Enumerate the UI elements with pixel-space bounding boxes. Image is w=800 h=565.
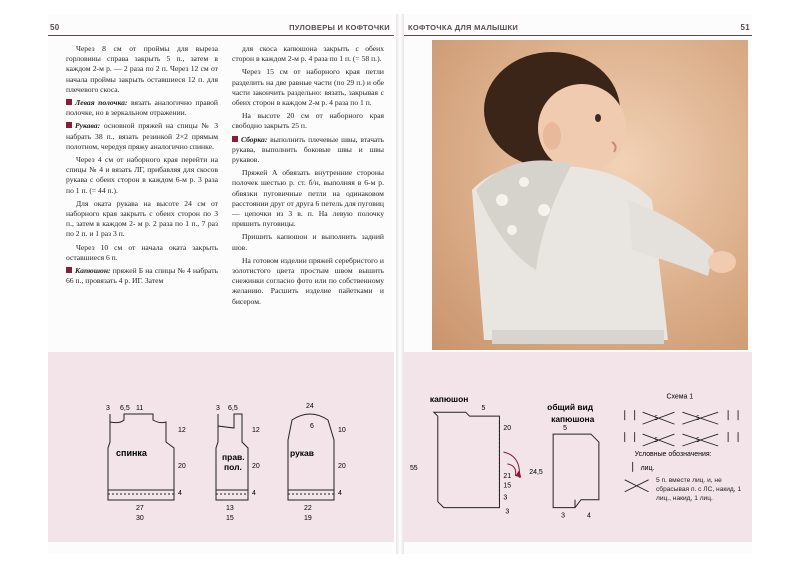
scheme-number-4: 5 <box>696 438 700 445</box>
paragraph <box>66 44 218 95</box>
section-marker-icon <box>232 136 238 142</box>
paragraph-text: основной пряжей на спицы № 3 набрать 38 п., вязать резинкой 2×2 прямым полотном, чередуя пряжу аналогично спинке. <box>66 121 218 151</box>
scheme-number-2: 5 <box>696 416 700 423</box>
paragraph <box>66 199 218 240</box>
hood-view-dim-3: 3 <box>561 512 565 520</box>
back-dim-side-3: 4 <box>178 490 182 497</box>
right-pattern-svg <box>404 352 750 542</box>
paragraph-text: Пряжей А обвязать внутренние стороны полочек шестью р. ст. б/н, выполняя в 6-м р. обвязки пуговичные петли на одинаковом расстоянии друг от друга 6 петель для пуговиц — цепочки из 3 в. п. На левую полочку пришить пуговицы. <box>232 168 384 229</box>
legend-item-1-text: лиц. <box>640 464 655 472</box>
front-dim-side-3: 4 <box>252 490 256 497</box>
text-column-2 <box>232 44 384 310</box>
paragraph <box>66 266 218 286</box>
section-marker-icon <box>66 99 72 105</box>
front-label-line2: пол. <box>224 462 242 472</box>
paragraph <box>232 168 384 229</box>
paragraph <box>66 155 218 196</box>
paragraph-text: Через 8 см от проймы для выреза горловины справа закрыть 5 п., затем в каждом 2-м р. — 2 раза по 2 п. Через 12 см от начала проймы закрыть оставшиеся 12 п. для плечевого скоса. <box>66 44 218 94</box>
legend-cross-symbol <box>625 480 649 492</box>
pattern-diagrams-right <box>404 352 752 542</box>
paragraph-text: Через 10 см от начала оката закрыть оставшиеся 6 п. <box>66 242 218 262</box>
back-dim-bottom-1: 27 <box>136 505 144 512</box>
hood-dim-side-2: 20 <box>503 425 512 433</box>
sleeve-label: рукав <box>290 448 315 458</box>
hood-dim-bottom-1: 3 <box>505 508 510 516</box>
sleeve-dim-bottom-2: 19 <box>304 515 312 522</box>
sleeve-dim-bottom-1: 22 <box>304 505 312 512</box>
page-number-left: 50 <box>50 23 60 32</box>
right-page-header <box>404 14 752 36</box>
hood-dim-side-1: 55 <box>409 464 418 472</box>
left-pattern-svg <box>48 352 394 542</box>
hood-dim-side-5: 21 <box>503 472 512 480</box>
text-column-1 <box>66 44 218 289</box>
section-heading: Капюшон: <box>75 266 111 276</box>
front-dim-side-1: 12 <box>252 427 260 434</box>
paragraph <box>66 98 218 118</box>
hood-view-pattern <box>553 434 599 508</box>
running-title-right: КОФТОЧКА ДЛЯ МАЛЫШКИ <box>408 23 519 32</box>
paragraph <box>232 67 384 108</box>
front-dim-top-2: 6,5 <box>228 405 238 412</box>
section-heading: Рукава: <box>75 121 101 131</box>
back-dim-side-2: 20 <box>178 463 186 470</box>
back-dim-bottom-2: 30 <box>136 515 144 522</box>
paragraph <box>232 44 384 64</box>
scheme-number-3: 5 <box>654 438 658 445</box>
front-dim-bottom-1: 13 <box>226 505 234 512</box>
section-heading: Сборка: <box>241 134 268 144</box>
back-label: спинка <box>116 448 147 458</box>
left-page-header <box>48 14 394 36</box>
paragraph-text: На высоте 20 см от наборного края свободно закрыть 25 п. <box>232 111 384 131</box>
scheme-number-1: 5 <box>654 416 658 423</box>
back-dim-top-1: 3 <box>106 405 110 412</box>
front-label-line1: прав. <box>222 452 245 462</box>
paragraph <box>66 121 218 152</box>
paragraph-text: пряжей Б на спицы № 4 набрать 66 п., провязать 4 р. ИГ. Затем <box>66 266 218 286</box>
paragraph-text: Для оката рукава на высоте 24 см от наборного края закрыть с обеих сторон по 3 п., затем в каждом 2- м р. 2 раза по 1 п., 7 раз по 2 п. и 1 раз 3 п. <box>66 198 218 239</box>
page-number-right: 51 <box>740 23 750 32</box>
paragraph <box>232 111 384 131</box>
hood-view-dim-2: 24,5 <box>529 468 543 476</box>
book-gutter <box>396 14 404 554</box>
hood-view-dim-4: 4 <box>586 512 591 520</box>
front-dim-side-2: 20 <box>252 463 260 470</box>
pattern-diagrams-left <box>48 352 394 542</box>
paragraph <box>66 243 218 263</box>
sleeve-dim-side-3: 4 <box>338 490 342 497</box>
back-dim-top-2: 6,5 <box>120 405 130 412</box>
scheme-title: Схема 1 <box>666 393 694 401</box>
front-dim-bottom-2: 15 <box>226 515 234 522</box>
sleeve-dim-top-2: 6 <box>310 423 314 430</box>
running-title-left: ПУЛОВЕРЫ И КОФТОЧКИ <box>289 23 390 32</box>
paragraph-text: выполнить плечевые швы, втачать рукава, выполнить боковые швы и швы рукавов. <box>232 134 384 165</box>
paragraph <box>232 232 384 252</box>
hood-dim-top-1: 5 <box>481 405 486 413</box>
legend-title: Условные обозначения: <box>634 450 712 458</box>
back-dim-side-1: 12 <box>178 427 186 434</box>
baby-in-sweater-illustration <box>432 40 748 350</box>
sleeve-dim-side-1: 10 <box>338 427 346 434</box>
scheme-chart <box>625 410 738 446</box>
paragraph-text: вязать аналогично правой полочке, но в зеркальном отражении. <box>66 98 219 118</box>
hood-label: капюшон <box>429 394 469 405</box>
paragraph-text: Через 15 см от наборного края петли разделить на две равные части (по 29 п.) и обе части закончить раздельно: вязать, закрывая с обеих сторон в каждом 2-м р. 4 раза по 1 п. <box>232 67 384 108</box>
paragraph-text: На готовом изделии пряжей серебристого и золотистого цвета простым швом вышить снежинки согласно фото или по собственному желанию. Расшить изделие пайетками и бисером. <box>232 255 384 306</box>
legend-item-2-text: 5 п. вместе лиц. и, не сбрасывая п. с ЛС, накид, 1 лиц., накид, 1 лиц. <box>656 477 742 503</box>
front-dim-top-1: 3 <box>216 405 220 412</box>
baby-photo <box>432 40 748 350</box>
hood-dim-side-3: 15 <box>503 482 512 490</box>
hood-view-dim-1: 5 <box>563 425 567 433</box>
section-marker-icon <box>66 267 72 273</box>
hood-view-label-line1: общий вид <box>547 402 594 413</box>
paragraph-text: Через 4 см от наборного края перейти на спицы № 4 и вязать ЛГ, прибавляя для скосов рукава с обеих сторон в каждом 6-м р. 3 раза по 1 п. (= 44 п.). <box>66 155 218 195</box>
paragraph-text: Пришить капюшон и выполнить задний шов. <box>232 232 384 252</box>
back-dim-top-3: 11 <box>136 405 144 412</box>
section-heading: Левая полочка: <box>75 98 128 108</box>
paragraph-text: для скоса капюшона закрыть с обеих сторон в каждом 2-м р. 4 раза по 1 п. (= 58 п.). <box>232 44 384 64</box>
sleeve-dim-side-2: 20 <box>338 463 346 470</box>
section-marker-icon <box>66 122 72 128</box>
paragraph <box>232 135 384 166</box>
hood-view-label-line2: капюшона <box>551 414 595 425</box>
hood-dim-side-4: 3 <box>503 494 508 502</box>
paragraph <box>232 256 384 307</box>
sleeve-dim-top-1: 24 <box>306 403 314 410</box>
